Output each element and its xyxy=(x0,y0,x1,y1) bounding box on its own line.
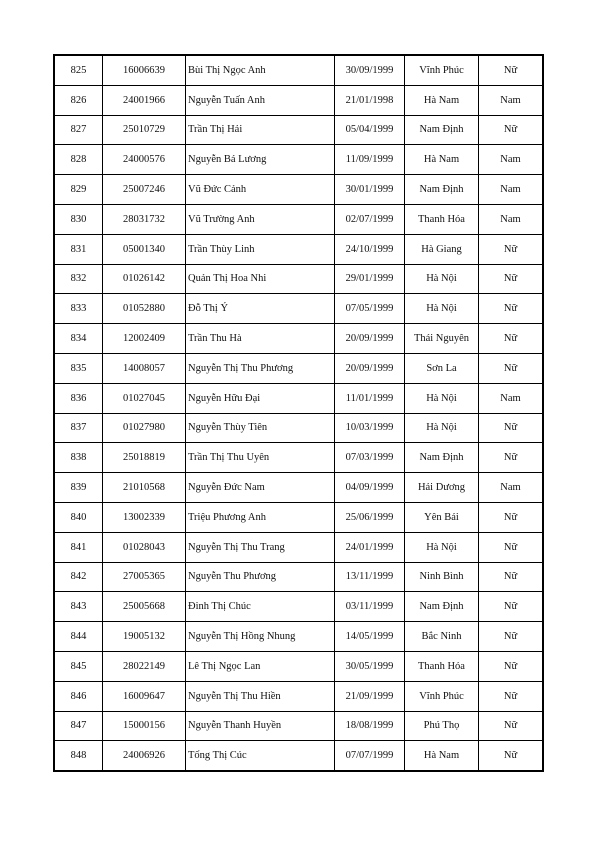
cell-index: 832 xyxy=(54,264,103,294)
cell-index: 833 xyxy=(54,294,103,324)
cell-full-name: Nguyễn Thị Hồng Nhung xyxy=(186,622,335,652)
table-row xyxy=(54,353,543,383)
cell-gender: Nữ xyxy=(479,55,544,85)
cell-date-of-birth: 07/05/1999 xyxy=(335,294,405,324)
cell-full-name: Đinh Thị Chúc xyxy=(186,592,335,622)
cell-birthplace: Vĩnh Phúc xyxy=(405,55,479,85)
cell-birthplace: Nam Định xyxy=(405,592,479,622)
cell-index: 841 xyxy=(54,532,103,562)
cell-birthplace: Hà Nội xyxy=(405,264,479,294)
cell-date-of-birth: 11/01/1999 xyxy=(335,383,405,413)
cell-full-name: Nguyễn Thùy Tiên xyxy=(186,413,335,443)
cell-gender: Nữ xyxy=(479,502,544,532)
table-row xyxy=(54,55,543,85)
table-row xyxy=(54,383,543,413)
cell-full-name: Nguyễn Thu Phương xyxy=(186,562,335,592)
table-row xyxy=(54,443,543,473)
cell-index: 844 xyxy=(54,622,103,652)
cell-full-name: Nguyễn Tuấn Anh xyxy=(186,85,335,115)
cell-birthplace: Vĩnh Phúc xyxy=(405,681,479,711)
cell-candidate-number: 19005132 xyxy=(103,622,186,652)
table-row xyxy=(54,741,543,771)
cell-date-of-birth: 30/01/1999 xyxy=(335,175,405,205)
cell-index: 843 xyxy=(54,592,103,622)
cell-gender: Nam xyxy=(479,473,544,503)
cell-gender: Nữ xyxy=(479,413,544,443)
cell-candidate-number: 25005668 xyxy=(103,592,186,622)
cell-full-name: Nguyễn Thị Thu Hiền xyxy=(186,681,335,711)
cell-date-of-birth: 07/03/1999 xyxy=(335,443,405,473)
cell-birthplace: Hà Nam xyxy=(405,741,479,771)
cell-gender: Nữ xyxy=(479,622,544,652)
cell-candidate-number: 01052880 xyxy=(103,294,186,324)
cell-birthplace: Yên Bái xyxy=(405,502,479,532)
cell-candidate-number: 01026142 xyxy=(103,264,186,294)
cell-full-name: Trần Thị Thu Uyên xyxy=(186,443,335,473)
cell-full-name: Nguyễn Đức Nam xyxy=(186,473,335,503)
table-row xyxy=(54,651,543,681)
cell-birthplace: Hà Nội xyxy=(405,532,479,562)
table-row xyxy=(54,532,543,562)
cell-candidate-number: 13002339 xyxy=(103,502,186,532)
cell-candidate-number: 24001966 xyxy=(103,85,186,115)
cell-birthplace: Bắc Ninh xyxy=(405,622,479,652)
cell-birthplace: Ninh Bình xyxy=(405,562,479,592)
table-row xyxy=(54,622,543,652)
cell-full-name: Nguyễn Bá Lương xyxy=(186,145,335,175)
cell-birthplace: Hà Nội xyxy=(405,413,479,443)
cell-date-of-birth: 24/10/1999 xyxy=(335,234,405,264)
cell-candidate-number: 28022149 xyxy=(103,651,186,681)
cell-date-of-birth: 03/11/1999 xyxy=(335,592,405,622)
cell-candidate-number: 01028043 xyxy=(103,532,186,562)
cell-birthplace: Phú Thọ xyxy=(405,711,479,741)
cell-candidate-number: 24006926 xyxy=(103,741,186,771)
cell-full-name: Nguyễn Thị Thu Trang xyxy=(186,532,335,562)
cell-full-name: Nguyễn Hữu Đại xyxy=(186,383,335,413)
cell-gender: Nữ xyxy=(479,532,544,562)
cell-index: 825 xyxy=(54,55,103,85)
cell-gender: Nữ xyxy=(479,353,544,383)
cell-birthplace: Sơn La xyxy=(405,353,479,383)
cell-gender: Nữ xyxy=(479,592,544,622)
cell-full-name: Nguyễn Thị Thu Phương xyxy=(186,353,335,383)
cell-gender: Nam xyxy=(479,175,544,205)
cell-date-of-birth: 21/01/1998 xyxy=(335,85,405,115)
table-row xyxy=(54,473,543,503)
cell-birthplace: Nam Định xyxy=(405,115,479,145)
cell-index: 839 xyxy=(54,473,103,503)
table-row xyxy=(54,204,543,234)
cell-index: 837 xyxy=(54,413,103,443)
table-row xyxy=(54,234,543,264)
cell-gender: Nữ xyxy=(479,234,544,264)
cell-date-of-birth: 30/09/1999 xyxy=(335,55,405,85)
cell-date-of-birth: 18/08/1999 xyxy=(335,711,405,741)
cell-candidate-number: 16006639 xyxy=(103,55,186,85)
cell-date-of-birth: 04/09/1999 xyxy=(335,473,405,503)
cell-date-of-birth: 29/01/1999 xyxy=(335,264,405,294)
cell-full-name: Tống Thị Cúc xyxy=(186,741,335,771)
cell-index: 847 xyxy=(54,711,103,741)
cell-candidate-number: 01027045 xyxy=(103,383,186,413)
cell-index: 831 xyxy=(54,234,103,264)
table-row xyxy=(54,294,543,324)
cell-candidate-number: 25018819 xyxy=(103,443,186,473)
cell-date-of-birth: 21/09/1999 xyxy=(335,681,405,711)
cell-gender: Nữ xyxy=(479,681,544,711)
table-row xyxy=(54,681,543,711)
cell-birthplace: Thanh Hóa xyxy=(405,651,479,681)
cell-gender: Nữ xyxy=(479,741,544,771)
cell-index: 838 xyxy=(54,443,103,473)
cell-date-of-birth: 10/03/1999 xyxy=(335,413,405,443)
cell-birthplace: Nam Định xyxy=(405,443,479,473)
cell-full-name: Bùi Thị Ngọc Anh xyxy=(186,55,335,85)
cell-date-of-birth: 20/09/1999 xyxy=(335,324,405,354)
table-row xyxy=(54,413,543,443)
cell-full-name: Triệu Phương Anh xyxy=(186,502,335,532)
cell-index: 826 xyxy=(54,85,103,115)
student-list-page xyxy=(53,54,544,772)
cell-date-of-birth: 02/07/1999 xyxy=(335,204,405,234)
cell-candidate-number: 14008057 xyxy=(103,353,186,383)
cell-date-of-birth: 07/07/1999 xyxy=(335,741,405,771)
cell-birthplace: Thanh Hóa xyxy=(405,204,479,234)
cell-candidate-number: 27005365 xyxy=(103,562,186,592)
cell-birthplace: Hà Nội xyxy=(405,294,479,324)
table-row xyxy=(54,324,543,354)
cell-candidate-number: 16009647 xyxy=(103,681,186,711)
cell-index: 836 xyxy=(54,383,103,413)
cell-gender: Nam xyxy=(479,85,544,115)
cell-gender: Nữ xyxy=(479,651,544,681)
cell-index: 842 xyxy=(54,562,103,592)
cell-birthplace: Hải Dương xyxy=(405,473,479,503)
table-row xyxy=(54,562,543,592)
cell-date-of-birth: 05/04/1999 xyxy=(335,115,405,145)
cell-gender: Nữ xyxy=(479,562,544,592)
cell-date-of-birth: 11/09/1999 xyxy=(335,145,405,175)
cell-index: 845 xyxy=(54,651,103,681)
cell-gender: Nữ xyxy=(479,324,544,354)
cell-full-name: Trần Thu Hà xyxy=(186,324,335,354)
cell-birthplace: Hà Giang xyxy=(405,234,479,264)
cell-candidate-number: 21010568 xyxy=(103,473,186,503)
cell-birthplace: Nam Định xyxy=(405,175,479,205)
cell-gender: Nam xyxy=(479,204,544,234)
cell-gender: Nữ xyxy=(479,294,544,324)
cell-index: 848 xyxy=(54,741,103,771)
table-row xyxy=(54,85,543,115)
cell-birthplace: Hà Nội xyxy=(405,383,479,413)
cell-index: 828 xyxy=(54,145,103,175)
cell-candidate-number: 28031732 xyxy=(103,204,186,234)
table-row xyxy=(54,711,543,741)
cell-full-name: Trần Thùy Linh xyxy=(186,234,335,264)
cell-gender: Nữ xyxy=(479,115,544,145)
table-row xyxy=(54,115,543,145)
cell-full-name: Vũ Đức Cảnh xyxy=(186,175,335,205)
cell-candidate-number: 01027980 xyxy=(103,413,186,443)
cell-gender: Nữ xyxy=(479,711,544,741)
cell-candidate-number: 15000156 xyxy=(103,711,186,741)
cell-index: 827 xyxy=(54,115,103,145)
table-row xyxy=(54,502,543,532)
cell-index: 834 xyxy=(54,324,103,354)
cell-gender: Nữ xyxy=(479,264,544,294)
table-row xyxy=(54,145,543,175)
table-row xyxy=(54,592,543,622)
cell-date-of-birth: 25/06/1999 xyxy=(335,502,405,532)
cell-candidate-number: 05001340 xyxy=(103,234,186,264)
cell-full-name: Trần Thị Hải xyxy=(186,115,335,145)
cell-gender: Nam xyxy=(479,145,544,175)
student-table-body xyxy=(54,55,543,771)
cell-date-of-birth: 13/11/1999 xyxy=(335,562,405,592)
cell-full-name: Nguyễn Thanh Huyền xyxy=(186,711,335,741)
cell-birthplace: Thái Nguyên xyxy=(405,324,479,354)
table-row xyxy=(54,264,543,294)
cell-birthplace: Hà Nam xyxy=(405,85,479,115)
cell-full-name: Quản Thị Hoa Nhi xyxy=(186,264,335,294)
student-table xyxy=(53,54,544,772)
cell-candidate-number: 24000576 xyxy=(103,145,186,175)
cell-index: 829 xyxy=(54,175,103,205)
cell-index: 835 xyxy=(54,353,103,383)
cell-date-of-birth: 30/05/1999 xyxy=(335,651,405,681)
table-row xyxy=(54,175,543,205)
cell-index: 846 xyxy=(54,681,103,711)
cell-date-of-birth: 14/05/1999 xyxy=(335,622,405,652)
cell-full-name: Đỗ Thị Ý xyxy=(186,294,335,324)
cell-index: 840 xyxy=(54,502,103,532)
cell-candidate-number: 25010729 xyxy=(103,115,186,145)
cell-full-name: Vũ Trường Anh xyxy=(186,204,335,234)
cell-candidate-number: 12002409 xyxy=(103,324,186,354)
cell-gender: Nữ xyxy=(479,443,544,473)
cell-date-of-birth: 20/09/1999 xyxy=(335,353,405,383)
cell-full-name: Lê Thị Ngọc Lan xyxy=(186,651,335,681)
cell-date-of-birth: 24/01/1999 xyxy=(335,532,405,562)
cell-index: 830 xyxy=(54,204,103,234)
cell-gender: Nam xyxy=(479,383,544,413)
cell-candidate-number: 25007246 xyxy=(103,175,186,205)
cell-birthplace: Hà Nam xyxy=(405,145,479,175)
